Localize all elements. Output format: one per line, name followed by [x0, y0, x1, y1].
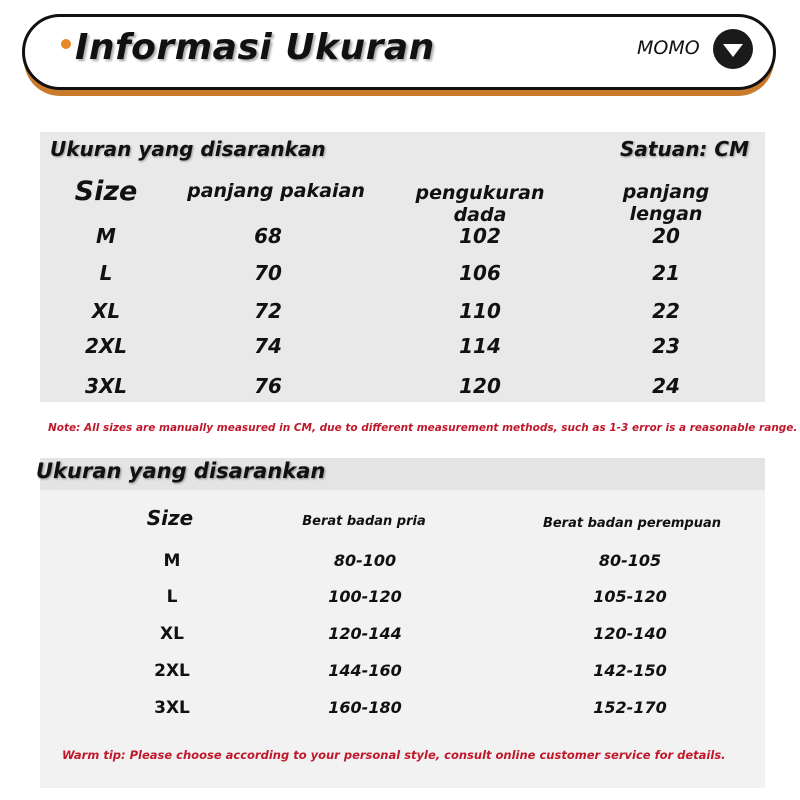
- bullet-dot-icon: [61, 39, 71, 49]
- table1-value-cell: 70: [254, 261, 282, 285]
- table1-header-sleeve: panjang lengan: [622, 181, 710, 225]
- table2-size-cell: M: [163, 551, 181, 571]
- table1-value-cell: 20: [652, 224, 680, 248]
- table2-size-cell: L: [166, 587, 178, 607]
- table1-value-cell: 110: [459, 299, 501, 323]
- table2-header-female: Berat badan perempuan: [542, 516, 722, 531]
- table1-size-cell: 2XL: [84, 334, 128, 358]
- table1-header-size: Size: [74, 176, 138, 207]
- table2-header-male: Berat badan pria: [302, 514, 426, 529]
- table1-value-cell: 72: [254, 299, 282, 323]
- table2-value-cell: 100-120: [328, 587, 402, 606]
- table2-value-cell: 105-120: [593, 587, 667, 606]
- table2-value-cell: 120-144: [328, 624, 402, 643]
- table2-value-cell: 142-150: [593, 661, 667, 680]
- warm-tip-note: Warm tip: Please choose according to your personal style, consult online customer service for details.: [62, 748, 726, 762]
- table2-size-cell: XL: [160, 624, 184, 644]
- table2-value-cell: 80-105: [598, 551, 662, 570]
- triangle-down-icon: [723, 44, 743, 57]
- table1-value-cell: 106: [459, 261, 501, 285]
- table1-value-cell: 76: [254, 374, 282, 398]
- table1-value-cell: 120: [459, 374, 501, 398]
- table1-value-cell: 68: [254, 224, 282, 248]
- table2-value-cell: 160-180: [328, 698, 402, 717]
- table2-header-size: Size: [146, 506, 194, 530]
- table1-size-cell: M: [96, 224, 116, 248]
- table2-size-cell: 2XL: [154, 661, 190, 681]
- header-banner: [22, 14, 776, 90]
- table1-value-cell: 114: [459, 334, 501, 358]
- unit-label: Satuan: CM: [620, 137, 749, 161]
- table1-value-cell: 23: [652, 334, 680, 358]
- table1-size-cell: 3XL: [84, 374, 128, 398]
- table2-value-cell: 144-160: [328, 661, 402, 680]
- measurement-note: Note: All sizes are manually measured in CM, due to different measurement methods, such as 1-3 error is a reasonable range.: [48, 422, 798, 434]
- table1-value-cell: 22: [652, 299, 680, 323]
- table1-value-cell: 102: [459, 224, 501, 248]
- table2-value-cell: 120-140: [593, 624, 667, 643]
- table2-value-cell: 152-170: [593, 698, 667, 717]
- table1-size-cell: XL: [91, 299, 121, 323]
- table1-value-cell: 74: [254, 334, 282, 358]
- table2-size-cell: 3XL: [154, 698, 190, 718]
- table1-value-cell: 21: [652, 261, 680, 285]
- page-title: Informasi Ukuran: [75, 27, 435, 68]
- table2-title: Ukuran yang disarankan: [36, 459, 326, 483]
- dropdown-button[interactable]: [713, 29, 753, 69]
- table1-size-cell: L: [99, 261, 113, 285]
- brand-label: MOMO: [637, 37, 700, 59]
- table1-title: Ukuran yang disarankan: [50, 137, 326, 161]
- table2-value-cell: 80-100: [333, 551, 397, 570]
- table1-header-length: panjang pakaian: [187, 180, 365, 202]
- table1-header-chest: pengukuran dada: [415, 182, 545, 226]
- table1-value-cell: 24: [652, 374, 680, 398]
